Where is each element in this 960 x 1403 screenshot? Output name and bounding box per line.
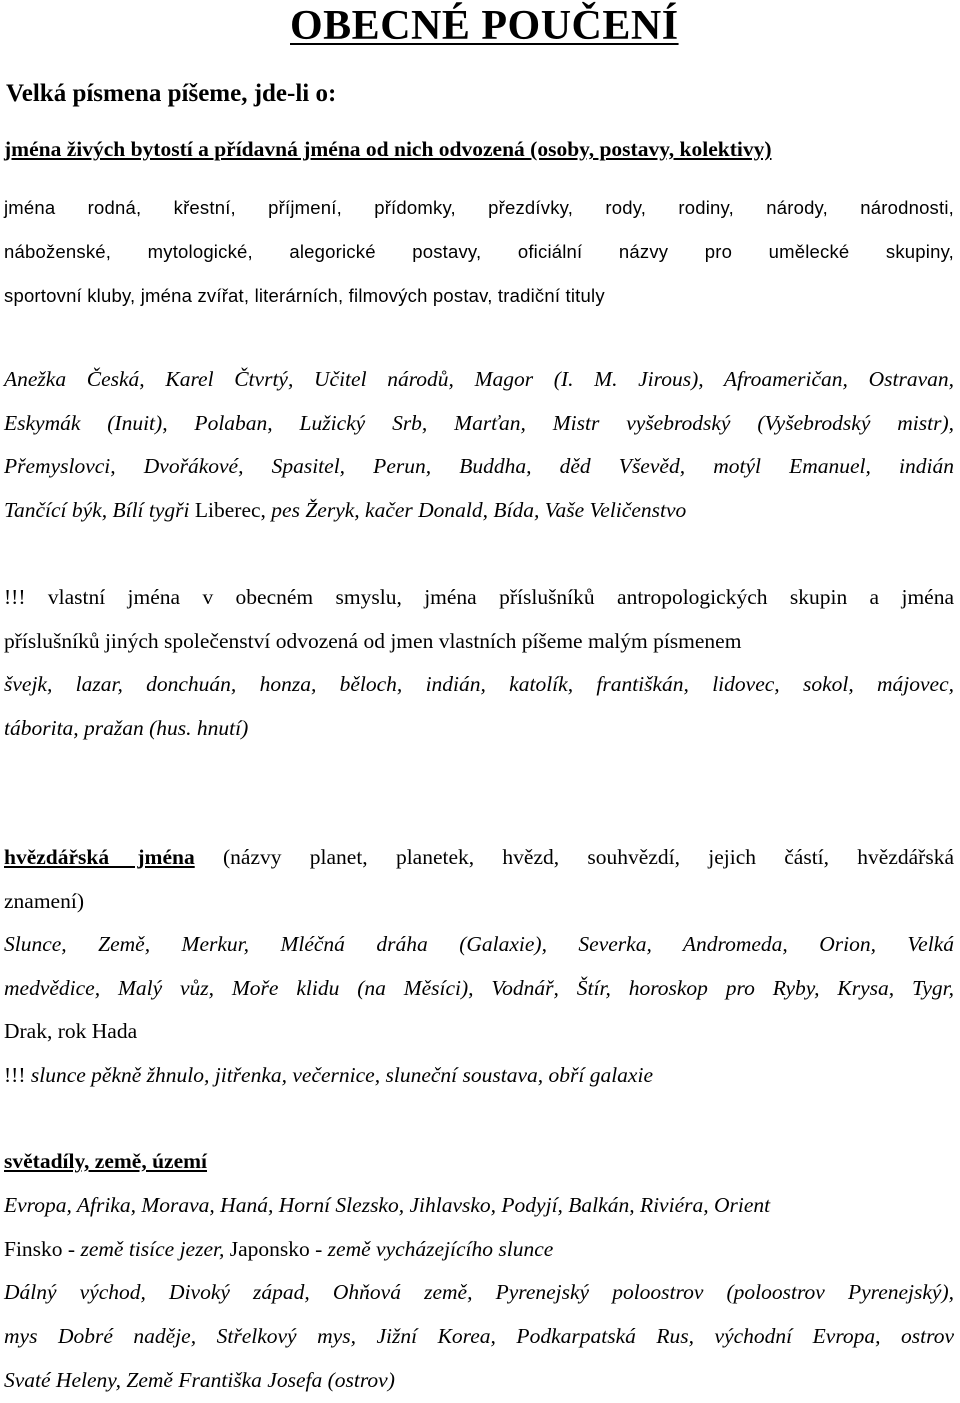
examples-text-upright: Japonsko - [229, 1236, 328, 1261]
examples-line: Evropa, Afrika, Morava, Haná, Horní Slezsko, Jihlavsko, Podyjí, Balkán, Riviéra, Orient [4, 1193, 771, 1217]
section-living-beings [4, 128, 954, 172]
section-examples [4, 358, 954, 533]
examples-line [4, 1228, 954, 1272]
examples-line: Svaté Heleny, Země Františka Josefa (ostrov) [4, 1367, 395, 1392]
section-note [4, 1054, 954, 1098]
section-astronomical-names [4, 836, 954, 923]
section-heading-line [4, 836, 954, 880]
examples-text: země vycházejícího slunce [327, 1236, 554, 1261]
examples-line: mys Dobré naděje, Střelkový mys, Jižní Korea, Podkarpatská Rus, východní Evropa, ostrov [4, 1324, 954, 1349]
section-heading: světadíly, země, území [4, 1149, 208, 1173]
section-heading: hvězdářská jména [4, 845, 195, 869]
section-description [4, 186, 954, 318]
page-subtitle: Velká písmena píšeme, jde-li o: [6, 80, 337, 107]
note-examples-line: táborita, pražan (hus. hnutí) [4, 715, 249, 740]
section-note-examples [4, 663, 954, 750]
note-line: !!! vlastní jména v obecném smyslu, jména příslušníků antropologických skupin a jména [4, 585, 954, 609]
section-heading-rest: (názvy planet, planetek, hvězd, souhvězdí, jejich částí, hvězdářská [194, 845, 955, 869]
note-line: příslušníků jiných společenství odvozená od jmen vlastních píšeme malým písmenem [4, 628, 742, 653]
section-continents-countries [4, 1140, 954, 1184]
section-heading: jména živých bytostí a přídavná jména od nich odvozená (osoby, postavy, kolektivy) [4, 137, 772, 161]
section-heading-rest: znamení) [4, 888, 84, 913]
section-note [4, 576, 954, 663]
examples-line: medvědice, Malý vůz, Moře klidu (na Měsíci), Vodnář, Štír, horoskop pro Ryby, Krysa, Tygr, [4, 975, 954, 1000]
examples-text-upright: Finsko - [4, 1236, 81, 1261]
note-text: slunce pěkně žhnulo, jitřenka, večernice, sluneční soustava, obří galaxie [25, 1063, 653, 1087]
examples-text: Tančící býk, Bílí tygři [4, 498, 190, 523]
examples-line [4, 489, 954, 533]
examples-line: Drak, rok Hada [4, 1019, 138, 1044]
examples-text-upright: Liberec, [189, 498, 272, 523]
page-title: OBECNÉ POUČENÍ [290, 3, 679, 49]
examples-text: země tisíce jezer, [80, 1236, 230, 1261]
note-line [4, 1054, 954, 1098]
examples-line: Přemyslovci, Dvořákové, Spasitel, Perun, Buddha, děd Vševěd, motýl Emanuel, indián [4, 454, 954, 479]
section-examples [4, 923, 954, 1054]
note-examples-line: švejk, lazar, donchuán, honza, běloch, indián, katolík, františkán, lidovec, sokol, májovec, [4, 672, 954, 696]
examples-line: Slunce, Země, Merkur, Mléčná dráha (Galaxie), Severka, Andromeda, Orion, Velká [4, 932, 954, 956]
description-line: náboženské, mytologické, alegorické postavy, oficiální názvy pro umělecké skupiny, [4, 241, 954, 262]
description-line: sportovní kluby, jména zvířat, literárních, filmových postav, tradiční tituly [4, 285, 605, 306]
examples-line: Eskymák (Inuit), Polaban, Lužický Srb, Marťan, Mistr vyšebrodský (Vyšebrodský mistr), [4, 410, 954, 435]
examples-line: Anežka Česká, Karel Čtvrtý, Učitel národů, Magor (I. M. Jirous), Afroameričan, Ostravan, [4, 367, 954, 391]
note-prefix: !!! [4, 1063, 26, 1087]
examples-line: Dálný východ, Divoký západ, Ohňová země, Pyrenejský poloostrov (poloostrov Pyrenejský), [4, 1280, 954, 1305]
examples-text: pes Žeryk, kačer Donald, Bída, Vaše Veličenstvo [271, 498, 687, 523]
section-examples [4, 1184, 954, 1403]
description-line: jména rodná, křestní, příjmení, přídomky, přezdívky, rody, rodiny, národy, národnosti, [4, 197, 954, 218]
